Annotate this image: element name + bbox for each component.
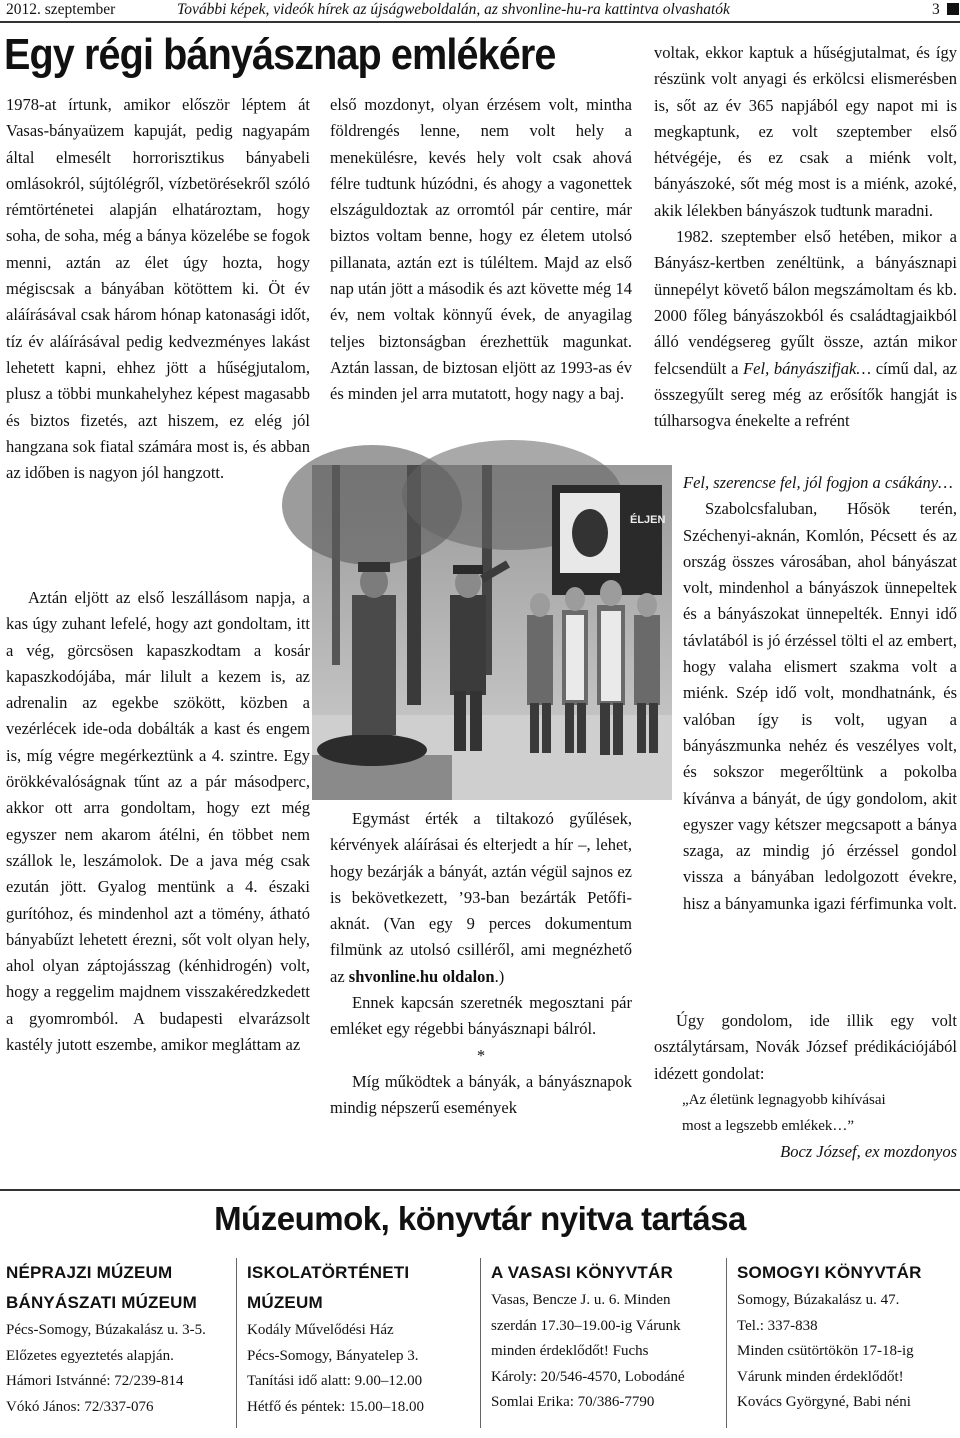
- article-column-1-continued: [6, 585, 310, 1058]
- song-title: Fel, bányászifjak…: [743, 358, 872, 378]
- library-box-somogyi: [737, 1258, 957, 1416]
- museum-heading: NÉPRAJZI MÚZEUM: [6, 1263, 173, 1282]
- library-heading: SOMOGYI KÖNYVTÁR: [737, 1263, 922, 1282]
- paragraph-text: 1982. szeptember első hetében, mikor a Bányász-kertben zenéltünk, a bányásznapi ünnepélyt követő bálon megszámoltam és kb. 2000 főleg bányászokból és családtagjaikból álló vendégsereg gyűlt össze, aztán mikor felcsendült a: [654, 227, 957, 378]
- article-paragraph: voltak, ekkor kaptuk a hűségjutalmat, és így részünk volt anyagi és erkölcsi elismerésben is, sőt az év 365 napjából egy napot mi is megkaptunk, ez volt szeptember első hétvégéje, és ez csak a miénk volt, bányászoké, sőt még most is a miénk, azoké, akik lélekben bányászok tudtunk maradni.: [654, 43, 957, 220]
- article-title: Egy régi bányásznap emlékére: [4, 30, 556, 79]
- page-header: [0, 0, 960, 22]
- article-paragraph: [330, 806, 632, 990]
- ceremony-photo-image: [312, 465, 672, 800]
- article-paragraph: 1978-at írtunk, amikor először léptem át Vasas-bányaüzem kapuját, pedig nagyapám által elmesélt horrorisztikus bányabeli omlásokról, sújtólégről, vízbetörésekről szóló rémtörténetei alapján elhatároztam, hogy soha, de soha, még a bánya közelébe se fogok menni, aztán az élet úgy hozta, hogy mégiscsak a bányában kötöttem ki. Öt év aláírásával csak három hónap katonasági időt, tíz év aláírásával pedig kedvezményes lakást lehetett kapni, ehhez jött a hűségjutalom, plusz a többi munkahelyhez képest magasabb és biztos fizetés, azt hiszem, ez elég jól hangzana sok fiatal számára most is, és abban az időben is nagyon jól hangzott.: [6, 95, 310, 483]
- article-paragraph: Míg működtek a bányák, a bányásznapok mindig népszerű események: [330, 1071, 632, 1118]
- library-line: Károly: 20/546-4570, Lobodáné: [491, 1368, 685, 1385]
- museum-line: Tanítási idő alatt: 9.00–12.00: [247, 1373, 423, 1389]
- article-paragraph: első mozdonyt, olyan érzésem volt, mintha földrengés lenne, nem volt hely a menekülésre, kevés hely volt csak ahová félre tudtunk húzódni, és ahogy a vagonettek elszáguldoztak az orromtól pár centire, már biztos voltam benne, hogy ez életem utolsó pillanata, aztán ezt is túléltem. Majd az első nap után jött a második és azt követte még 14 év, nem voltak könnyű évek, de anyagilag teljes biztonságban érezhettük magunkat. Aztán lassan, de biztosan eljött az 1993-as év és minden jel arra mutatott, hogy nagy a baj.: [330, 95, 632, 404]
- article-column-3-bottom: [654, 1008, 957, 1166]
- museum-heading: MÚZEUM: [247, 1293, 323, 1312]
- article-paragraph: Ennek kapcsán szeretnék megosztani pár emléket egy régebbi bányásznapi bálról.: [330, 993, 632, 1039]
- article-paragraph: [654, 224, 958, 431]
- library-line: Vasas, Bencze J. u. 6. Minden: [491, 1292, 671, 1308]
- article-column-3-wrap: [683, 470, 957, 913]
- ceremony-photo: [312, 465, 672, 800]
- museum-heading: ISKOLATÖRTÉNETI: [247, 1263, 410, 1282]
- paragraph-text: című dal, az összegyűlt sereg még az erősítők hangját is túlharsogva énekelte a refrént: [654, 358, 958, 431]
- library-line: Tel.: 337-838: [737, 1317, 818, 1334]
- article-paragraph: Szabolcsfaluban, Hősök terén, Széchenyi-aknán, Komlón, Pécsett és az ország összes városában, ahol bányászat volt, mindenhol a bányászok ünnepeltek és a bányászokat ünnepelték. Ennyi idő távlatából is jó érzéssel tölti el az embert, hogy valaha elismert szakma volt a miénk. Szép idő volt, mondhatnánk, és valóban így is volt, ugyan a bányászmunka nehéz és veszélyes volt, és sokszor megerőltünk a pokolba kívánva a bányát, de úgy gondolom, akit egyszer vagy kétszer megcsapott a bánya szaga, az mindig jó érzéssel gondol vissza a bányában ledolgozott évekre, hisz a bányamunka igazi férfimunka volt.: [683, 499, 957, 913]
- museums-title: Múzeumok, könyvtár nyitva tartása: [214, 1200, 746, 1237]
- photo-banner-text: ÉLJEN: [630, 514, 666, 526]
- quote-line: most a legszebb emlékek…”: [682, 1118, 855, 1135]
- library-box-vasasi: [491, 1258, 716, 1416]
- paragraph-text: .): [494, 966, 505, 986]
- museum-line: Előzetes egyeztetés alapján.: [6, 1347, 174, 1364]
- article-column-2-bottom: [330, 806, 632, 1122]
- section-rule: [0, 1189, 960, 1191]
- library-line: Kovács Györgyné, Babi néni: [737, 1394, 911, 1410]
- column-divider: [236, 1258, 237, 1428]
- section-separator: *: [476, 1045, 486, 1065]
- page-marker: [947, 3, 959, 15]
- website-link[interactable]: shvonline.hu oldalon: [348, 966, 495, 986]
- header-tagline: További képek, videók hírek az újságweboldalán, az shvonline-hu-ra kattintva olvashatók: [177, 1, 730, 18]
- article-column-1: [6, 92, 310, 486]
- museum-box-neprajzi: [6, 1258, 231, 1420]
- museum-heading: BÁNYÁSZATI MÚZEUM: [6, 1293, 198, 1312]
- column-divider: [726, 1258, 727, 1428]
- article-paragraph: Úgy gondolom, ide illik egy volt osztálytársam, Novák József prédikációjából idézett gondolat:: [654, 1011, 957, 1083]
- museum-line: Kodály Művelődési Ház: [247, 1322, 394, 1338]
- museum-line: Hétfő és péntek: 15.00–18.00: [247, 1398, 425, 1415]
- museum-line: Pécs-Somogy, Búzakalász u. 3-5.: [6, 1322, 206, 1338]
- author-name: Bocz József, ex mozdonyos: [780, 1142, 957, 1162]
- author-signature: [654, 1139, 957, 1165]
- museum-line: Pécs-Somogy, Bányatelep 3.: [247, 1347, 419, 1364]
- quote-line: „Az életünk legnagyobb kihívásai: [682, 1091, 886, 1108]
- paragraph-text: Egymást érték a tiltakozó gyűlések, kérvények aláírásai és elterjedt a hír –, lehet, hogy bezárják a bányát, aztán végül sajnos ez is bekövetkezett, ’93-ban bezárták Petőfi-aknát. (Van egy 9 perces dokumentum filmünk az utolsó csilléről, ami megnézhető az: [330, 809, 632, 986]
- library-line: Somogy, Búzakalász u. 47.: [737, 1292, 900, 1308]
- museum-line: Hámori Istvánné: 72/239-814: [6, 1373, 184, 1389]
- issue-date: 2012. szeptember: [6, 1, 116, 18]
- song-refrain: Fel, szerencse fel, jól fogjon a csákány…: [683, 473, 953, 492]
- museum-line: Vókó János: 72/337-076: [6, 1398, 154, 1415]
- library-line: Várunk minden érdeklődőt!: [737, 1368, 904, 1385]
- museum-box-iskolatorteneti: [247, 1258, 472, 1420]
- article-paragraph: Aztán eljött az első leszállásom napja, a kas úgy zuhant lefelé, hogy azt gondoltam, itt a vég, görcsösen kapaszkodtam a kosár kapaszkodójába, már lilult a kezem is, az adrenalin az egekbe szökött, közben a vezérlécek ide-oda dobálták a kast és engem is, míg végre megérkeztünk a 4. szintre. Egy örökkévalóságnak tűnt az a pár másodperc, akkor ott arra gondoltam, hogy ezt még egyszer nem akarom átélni, én többet nem szállok le, leszámolok. De a java még csak ezután jött. Gyalog mentünk a 4. északi gurítóhoz, és mindenhol azt a tömény, átható bányabűzt lehetett érezni, sőt volt olyan hely, ahol olyan záptojásszag (kénhidrogén) volt, hogy a reggelim majdnem visszakéredzkedett a gyomromból. A budapesti elvarázsolt kastély jutott eszembe, amikor megláttam az: [6, 588, 310, 1055]
- header-rule: [0, 21, 960, 23]
- library-line: szerdán 17.30–19.00-ig Várunk: [491, 1317, 681, 1334]
- library-line: Minden csütörtökön 17-18-ig: [737, 1343, 914, 1359]
- page-number: 3: [932, 1, 940, 18]
- library-line: minden érdeklődőt! Fuchs: [491, 1343, 649, 1359]
- article-paragraph: [683, 470, 957, 496]
- article-column-2-top: [330, 92, 632, 408]
- library-line: Somlai Erika: 70/386-7790: [491, 1394, 655, 1410]
- column-divider: [480, 1258, 481, 1428]
- article-column-3-top: [654, 40, 958, 431]
- library-heading: A VASASI KÖNYVTÁR: [491, 1263, 673, 1282]
